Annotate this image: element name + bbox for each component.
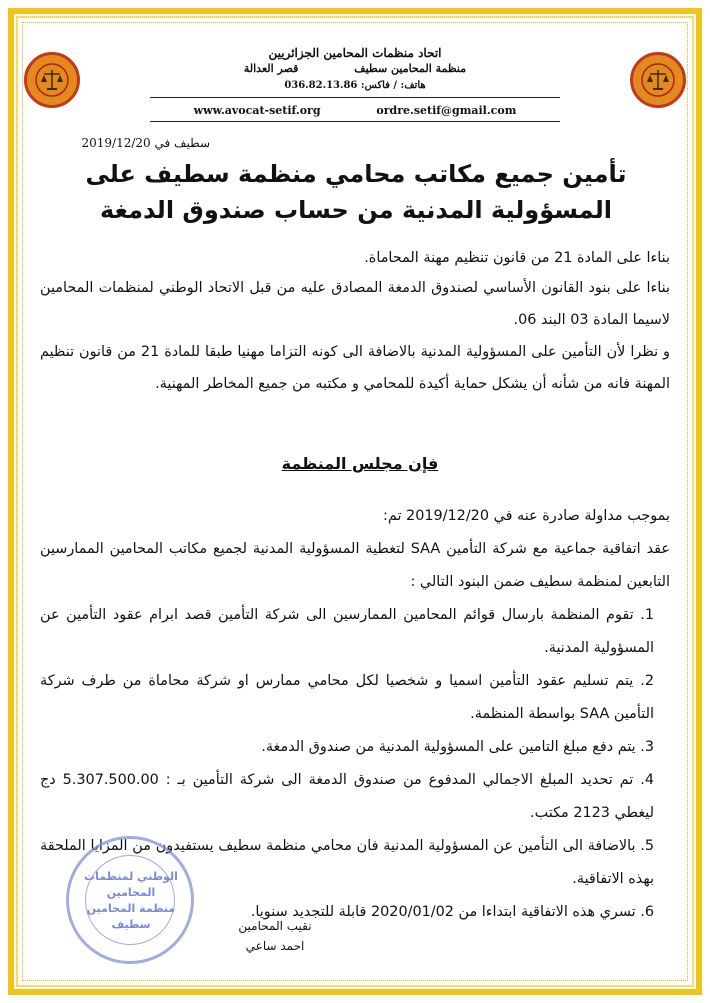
scales-icon (34, 62, 70, 98)
federation-name: اتحاد منظمات المحامين الجزائريين (268, 46, 442, 60)
preamble-2: بناءا على بنود القانون الأساسي لصندوق الدمغة المصادق عليه من قبل الاتحاد الوطني لمنظمات المحامين لاسيما المادة 03 البند 06. (40, 280, 670, 328)
stamp-line: الوطني لمنظمات المحامين (84, 870, 178, 899)
scales-icon (640, 62, 676, 98)
document-date: سطيف في 2019/12/20 (81, 136, 210, 150)
contact-line (150, 104, 560, 117)
list-item: 4. تم تحديد المبلغ الاجمالي المدفوع من صندوق الدمغة الى شركة التأمين بـ : 5.307.500.00 دج ليغطي 2123 مكتب. (40, 772, 654, 821)
list-item: 5. بالاضافة الى التأمين عن المسؤولية المدنية فان محامي منظمة سطيف يستفيدون من المزايا الملحقة بهذه الاتفاقية. (40, 838, 654, 887)
header-rule-bottom (150, 121, 560, 122)
org-line (150, 62, 560, 75)
stamp-line: سطيف (111, 918, 151, 931)
stamp-text (69, 869, 193, 933)
org-name: منظمة المحامين سطيف (354, 62, 467, 75)
phone-fax: هاتف: / فاكس: 036.82.13.86 (284, 80, 426, 91)
preamble-1: بناءا على المادة 21 من قانون تنظيم مهنة المحاماة. (364, 250, 670, 266)
signature-block (220, 916, 330, 956)
list-item: 1. تقوم المنظمة بارسال قوائم المحامين الممارسين الى شركة التأمين قصد ابرام عقود التأمين عن المسؤولية المدنية. (40, 607, 654, 656)
contract-text: عقد اتفاقية جماعية مع شركة التأمين SAA لتغطية المسؤولية المدنية لجميع مكاتب المحامين الممارسين التابعين لمنظمة سطيف ضمن البنود التالي : (40, 541, 670, 590)
signatory-title: نقيب المحامين (238, 919, 312, 933)
header-rule (150, 97, 560, 98)
document-title-line1: تأمين جميع مكاتب محامي منظمة سطيف على (85, 160, 627, 188)
list-item: 3. يتم دفع مبلغ التامين على المسؤولية المدنية من صندوق الدمغة. (261, 739, 654, 755)
email-link[interactable]: ordre.setif@gmail.com (376, 104, 517, 117)
website-link[interactable]: www.avocat-setif.org (193, 104, 321, 117)
bar-seal-right (630, 52, 686, 108)
signatory-name: احمد ساعي (245, 939, 305, 953)
document-title-line2: المسؤولية المدنية من حساب صندوق الدمغة (99, 196, 612, 224)
list-item: 6. تسري هذه الاتفاقية ابتداءا من 2020/01/02 قابلة للتجديد سنويا. (250, 904, 654, 920)
court-name: قصر العدالة (243, 62, 299, 75)
organization-stamp (66, 836, 194, 964)
stamp-line: منظمة المحامين (86, 902, 176, 915)
preamble-3: و نظرا لأن التأمين على المسؤولية المدنية بالاضافة الى كونه التزاما مهنيا طبقا للمادة 21 من قانون تنظيم المهنة فانه من شأنه أن يشكل حماية أكيدة للمحامي و مكتبه من جميع المخاطر المهنية. (40, 344, 670, 392)
bar-seal-left (24, 52, 80, 108)
decision-intro: بموجب مداولة صادرة عنه في 2019/12/20 تم: (383, 508, 670, 524)
list-item: 2. يتم تسليم عقود التأمين اسميا و شخصيا لكل محامي ممارس او شركة محاماة من طرف شركة التأمين SAA بواسطة المنظمة. (40, 673, 654, 722)
council-heading: فإن مجلس المنظمة (281, 454, 439, 473)
